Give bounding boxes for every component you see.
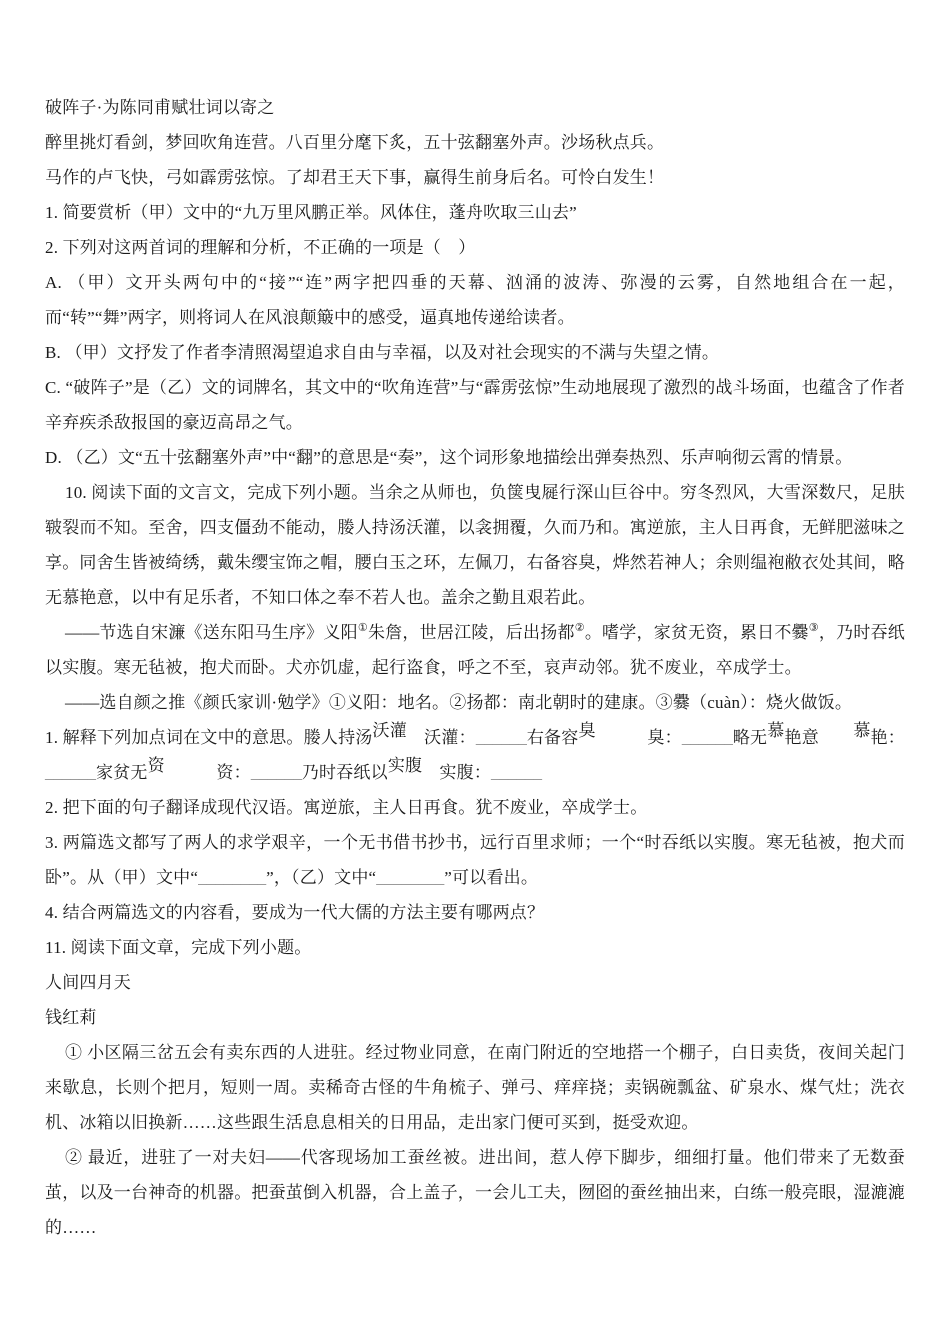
question-4-methods: 4. 结合两篇选文的内容看，要成为一代大儒的方法主要有哪两点？ [45, 903, 545, 922]
option-c: C. “破阵子”是（乙）文的词牌名，其文中的“吹角连营”与“霹雳弦惊”生动地展现了激烈的战斗场面，也蕴含了作者辛弃疾杀敌报国的豪迈高昂之气。 [45, 378, 905, 432]
emphasized-dotted-word: 资 [147, 756, 165, 775]
emphasized-dotted-word: 慕 [853, 721, 871, 740]
answer-blank: ______ [45, 763, 96, 782]
emphasized-dotted-word: 臭 [578, 721, 596, 740]
footnote-marker: ③ [808, 622, 819, 634]
option-a: A. （甲）文开头两句中的“接”“连”两字把四垂的天幕、汹涌的波涛、弥漫的云雾，自然地组合在一起，而“转”“舞”两字，则将词人在风浪颠簸中的感受，逼真地传递给读者。 [45, 273, 905, 327]
ci-poem-line-2: 马作的卢飞快，弓如霹雳弦惊。了却君王天下事，赢得生前身后名。可怜白发生！ [45, 168, 665, 187]
answer-blank: ______ [250, 763, 302, 782]
emphasized-dotted-word: 慕 [767, 721, 785, 740]
question-1-explain-words: 1. 解释下列加点词在文中的意思。媵人持汤沃灌 沃灌：______右备容臭 臭：______略无慕艳意 慕艳：______家贫无资 资：______乃时吞纸以实腹 实腹：______ [45, 721, 905, 782]
question-2-translate: 2. 把下面的句子翻译成现代汉语。寓逆旅，主人日再食。犹不废业，卒成学士。 [45, 798, 648, 817]
answer-blank: ________ [376, 868, 445, 887]
essay-author: 钱红莉 [45, 1008, 97, 1027]
answer-blank: ________ [198, 868, 267, 887]
essay-paragraph-1: ① 小区隔三岔五会有卖东西的人进驻。经过物业同意，在南门附近的空地搭一个棚子，白日卖货，夜间关起门来歇息，长则个把月，短则一周。卖稀奇古怪的牛角梳子、弹弓、痒痒挠；卖锅碗瓢盆、矿泉水、煤气灶；洗衣机、冰箱以旧换新……这些跟生活息息相关的日用品，走出家门便可买到，挺受欢迎。 [45, 1043, 905, 1132]
question-1-appreciation: 1. 简要赏析（甲）文中的“九万里风鹏正举。风体住，蓬舟吹取三山去” [45, 203, 577, 222]
passage-jia-songdongyang: 10. 阅读下面的文言文，完成下列小题。当余之从师也，负箧曳屣行深山巨谷中。穷冬烈风，大雪深数尺，足肤皲裂而不知。至舍，四支僵劲不能动，媵人持汤沃灌，以衾拥覆，久而乃和。寓逆旅，主人日再食，无鲜肥滋味之享。同舍生皆被绮绣，戴朱缨宝饰之帽，腰白玉之环，左佩刀，右备容臭，烨然若神人；余则缊袍敝衣处其间，略无慕艳意，以中有足乐者，不知口体之奉不若人也。盖余之勤且艰若此。 [45, 483, 905, 607]
emphasized-dotted-word: 沃灌 [372, 721, 407, 740]
option-d: D. （乙）文“五十弦翻塞外声”中“翻”的意思是“奏”，这个词形象地描绘出弹奏热烈、乐声响彻云霄的情景。 [45, 448, 853, 467]
question-2-choice: 2. 下列对这两首词的理解和分析，不正确的一项是（ ） [45, 238, 476, 257]
essay-title: 人间四月天 [45, 973, 131, 992]
answer-blank: ______ [681, 728, 733, 747]
passage-yi-zhuzhan: ——节选自宋濂《送东阳马生序》义阳①朱詹，世居江陵，后出扬都②。嗜学，家贫无资，累日不爨③，乃时吞纸以实腹。寒无毡被，抱犬而卧。犬亦饥虚，起行盗食，呼之不至，哀声动邻。犹不废业，卒成学士。 [45, 622, 906, 677]
footnote-marker: ① [357, 622, 368, 634]
question-11-modern-reading: 11. 阅读下面文章，完成下列小题。 [45, 938, 312, 957]
footnote-marker: ② [574, 622, 585, 634]
emphasized-dotted-word: 实腹 [387, 756, 423, 775]
question-3-compare: 3. 两篇选文都写了两人的求学艰辛，一个无书借书抄书，远行百里求师；一个“时吞纸以实腹。寒无毡被，抱犬而卧”。从（甲）文中“________”，（乙）文中“________”可以看出。 [45, 833, 905, 887]
answer-blank: ______ [475, 728, 527, 747]
option-b: B. （甲）文抒发了作者李清照渴望追求自由与幸福，以及对社会现实的不满与失望之情。 [45, 343, 720, 362]
passage-source-and-notes: ——选自颜之推《颜氏家训·勉学》①义阳：地名。②扬都：南北朝时的建康。③爨（cuàn）：烧火做饭。 [65, 693, 853, 712]
essay-paragraph-2: ② 最近，进驻了一对夫妇——代客现场加工蚕丝被。进出间，惹人停下脚步，细细打量。他们带来了无数蚕茧，以及一台神奇的机器。把蚕茧倒入机器，合上盖子，一会儿工夫，囫囵的蚕丝抽出来，白练一般亮眼，湿漉漉的…… [45, 1148, 905, 1237]
ci-poem-title: 破阵子·为陈同甫赋壮词以寄之 [45, 98, 275, 117]
answer-blank: ______ [491, 763, 543, 782]
ci-poem-line-1: 醉里挑灯看剑，梦回吹角连营。八百里分麾下炙，五十弦翻塞外声。沙场秋点兵。 [45, 133, 665, 152]
